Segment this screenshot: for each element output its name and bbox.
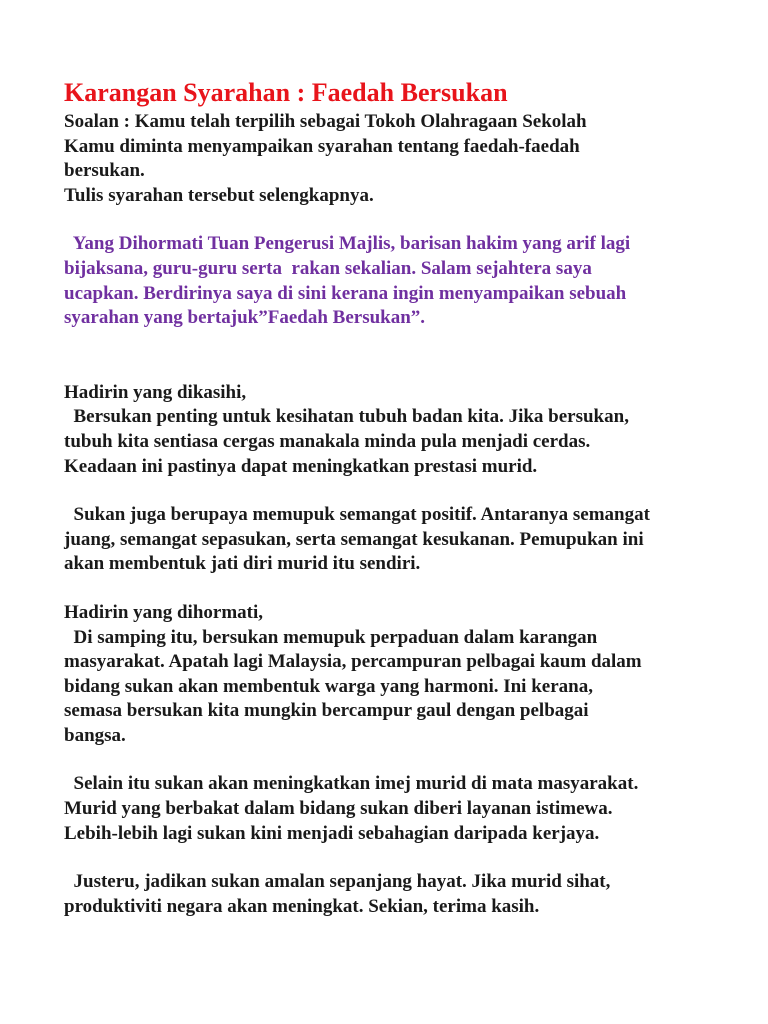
paragraph-line: Justeru, jadikan sukan amalan sepanjang hayat. Jika murid sihat, <box>64 871 611 893</box>
spacer <box>64 331 744 381</box>
intro-line: ucapkan. Berdirinya saya di sini kerana ingin menyampaikan sebuah <box>64 282 627 304</box>
spacer <box>64 479 744 503</box>
paragraph-line: Hadirin yang dikasihi, <box>64 381 247 403</box>
intro-line: Yang Dihormati Tuan Pengerusi Majlis, barisan hakim yang arif lagi <box>64 233 631 255</box>
paragraph-line: Di samping itu, bersukan memupuk perpaduan dalam karangan <box>64 626 598 648</box>
question-line: Soalan : Kamu telah terpilih sebagai Tokoh Olahragaan Sekolah <box>64 111 587 132</box>
question-line: Tulis syarahan tersebut selengkapnya. <box>64 184 374 206</box>
spacer <box>64 208 744 232</box>
question-line: bersukan. <box>64 160 145 182</box>
paragraph-line: masyarakat. Apatah lagi Malaysia, percampuran pelbagai kaum dalam <box>64 651 642 673</box>
paragraph-line: bidang sukan akan membentuk warga yang harmoni. Ini kerana, <box>64 675 593 697</box>
paragraph-4 <box>64 772 744 846</box>
paragraph-1 <box>64 381 744 479</box>
document-page <box>64 76 744 919</box>
document-title: Karangan Syarahan : Faedah Bersukan <box>64 78 508 107</box>
paragraph-line: produktiviti negara akan meningkat. Sekian, terima kasih. <box>64 895 540 917</box>
intro-line: bijaksana, guru-guru serta rakan sekalian. Salam sejahtera saya <box>64 257 592 279</box>
spacer <box>64 748 744 772</box>
paragraph-line: juang, semangat sepasukan, serta semangat kesukanan. Pemupukan ini <box>64 528 644 550</box>
question-line: Kamu diminta menyampaikan syarahan tentang faedah-faedah <box>64 135 580 157</box>
intro-line: syarahan yang bertajuk”Faedah Bersukan”. <box>64 307 426 329</box>
paragraph-line: Bersukan penting untuk kesihatan tubuh badan kita. Jika bersukan, <box>64 406 629 428</box>
paragraph-line: Lebih-lebih lagi sukan kini menjadi sebahagian daripada kerjaya. <box>64 822 600 844</box>
paragraph-line: tubuh kita sentiasa cergas manakala minda pula menjadi cerdas. <box>64 430 591 452</box>
paragraph-line: Murid yang berbakat dalam bidang sukan diberi layanan istimewa. <box>64 798 613 820</box>
paragraph-line: Sukan juga berupaya memupuk semangat positif. Antaranya semangat <box>64 504 650 526</box>
paragraph-line: Selain itu sukan akan meningkatkan imej murid di mata masyarakat. <box>64 773 639 795</box>
paragraph-line: Keadaan ini pastinya dapat meningkatkan prestasi murid. <box>64 455 538 477</box>
question-block <box>64 110 744 208</box>
spacer <box>64 577 744 601</box>
paragraph-3 <box>64 601 744 749</box>
intro-paragraph <box>64 232 744 330</box>
paragraph-line: akan membentuk jati diri murid itu sendiri. <box>64 553 421 575</box>
paragraph-line: semasa bersukan kita mungkin bercampur gaul dengan pelbagai <box>64 700 589 722</box>
paragraph-2 <box>64 503 744 577</box>
paragraph-line: bangsa. <box>64 724 126 746</box>
spacer <box>64 846 744 870</box>
paragraph-line: Hadirin yang dihormati, <box>64 601 263 623</box>
paragraph-5 <box>64 870 744 919</box>
